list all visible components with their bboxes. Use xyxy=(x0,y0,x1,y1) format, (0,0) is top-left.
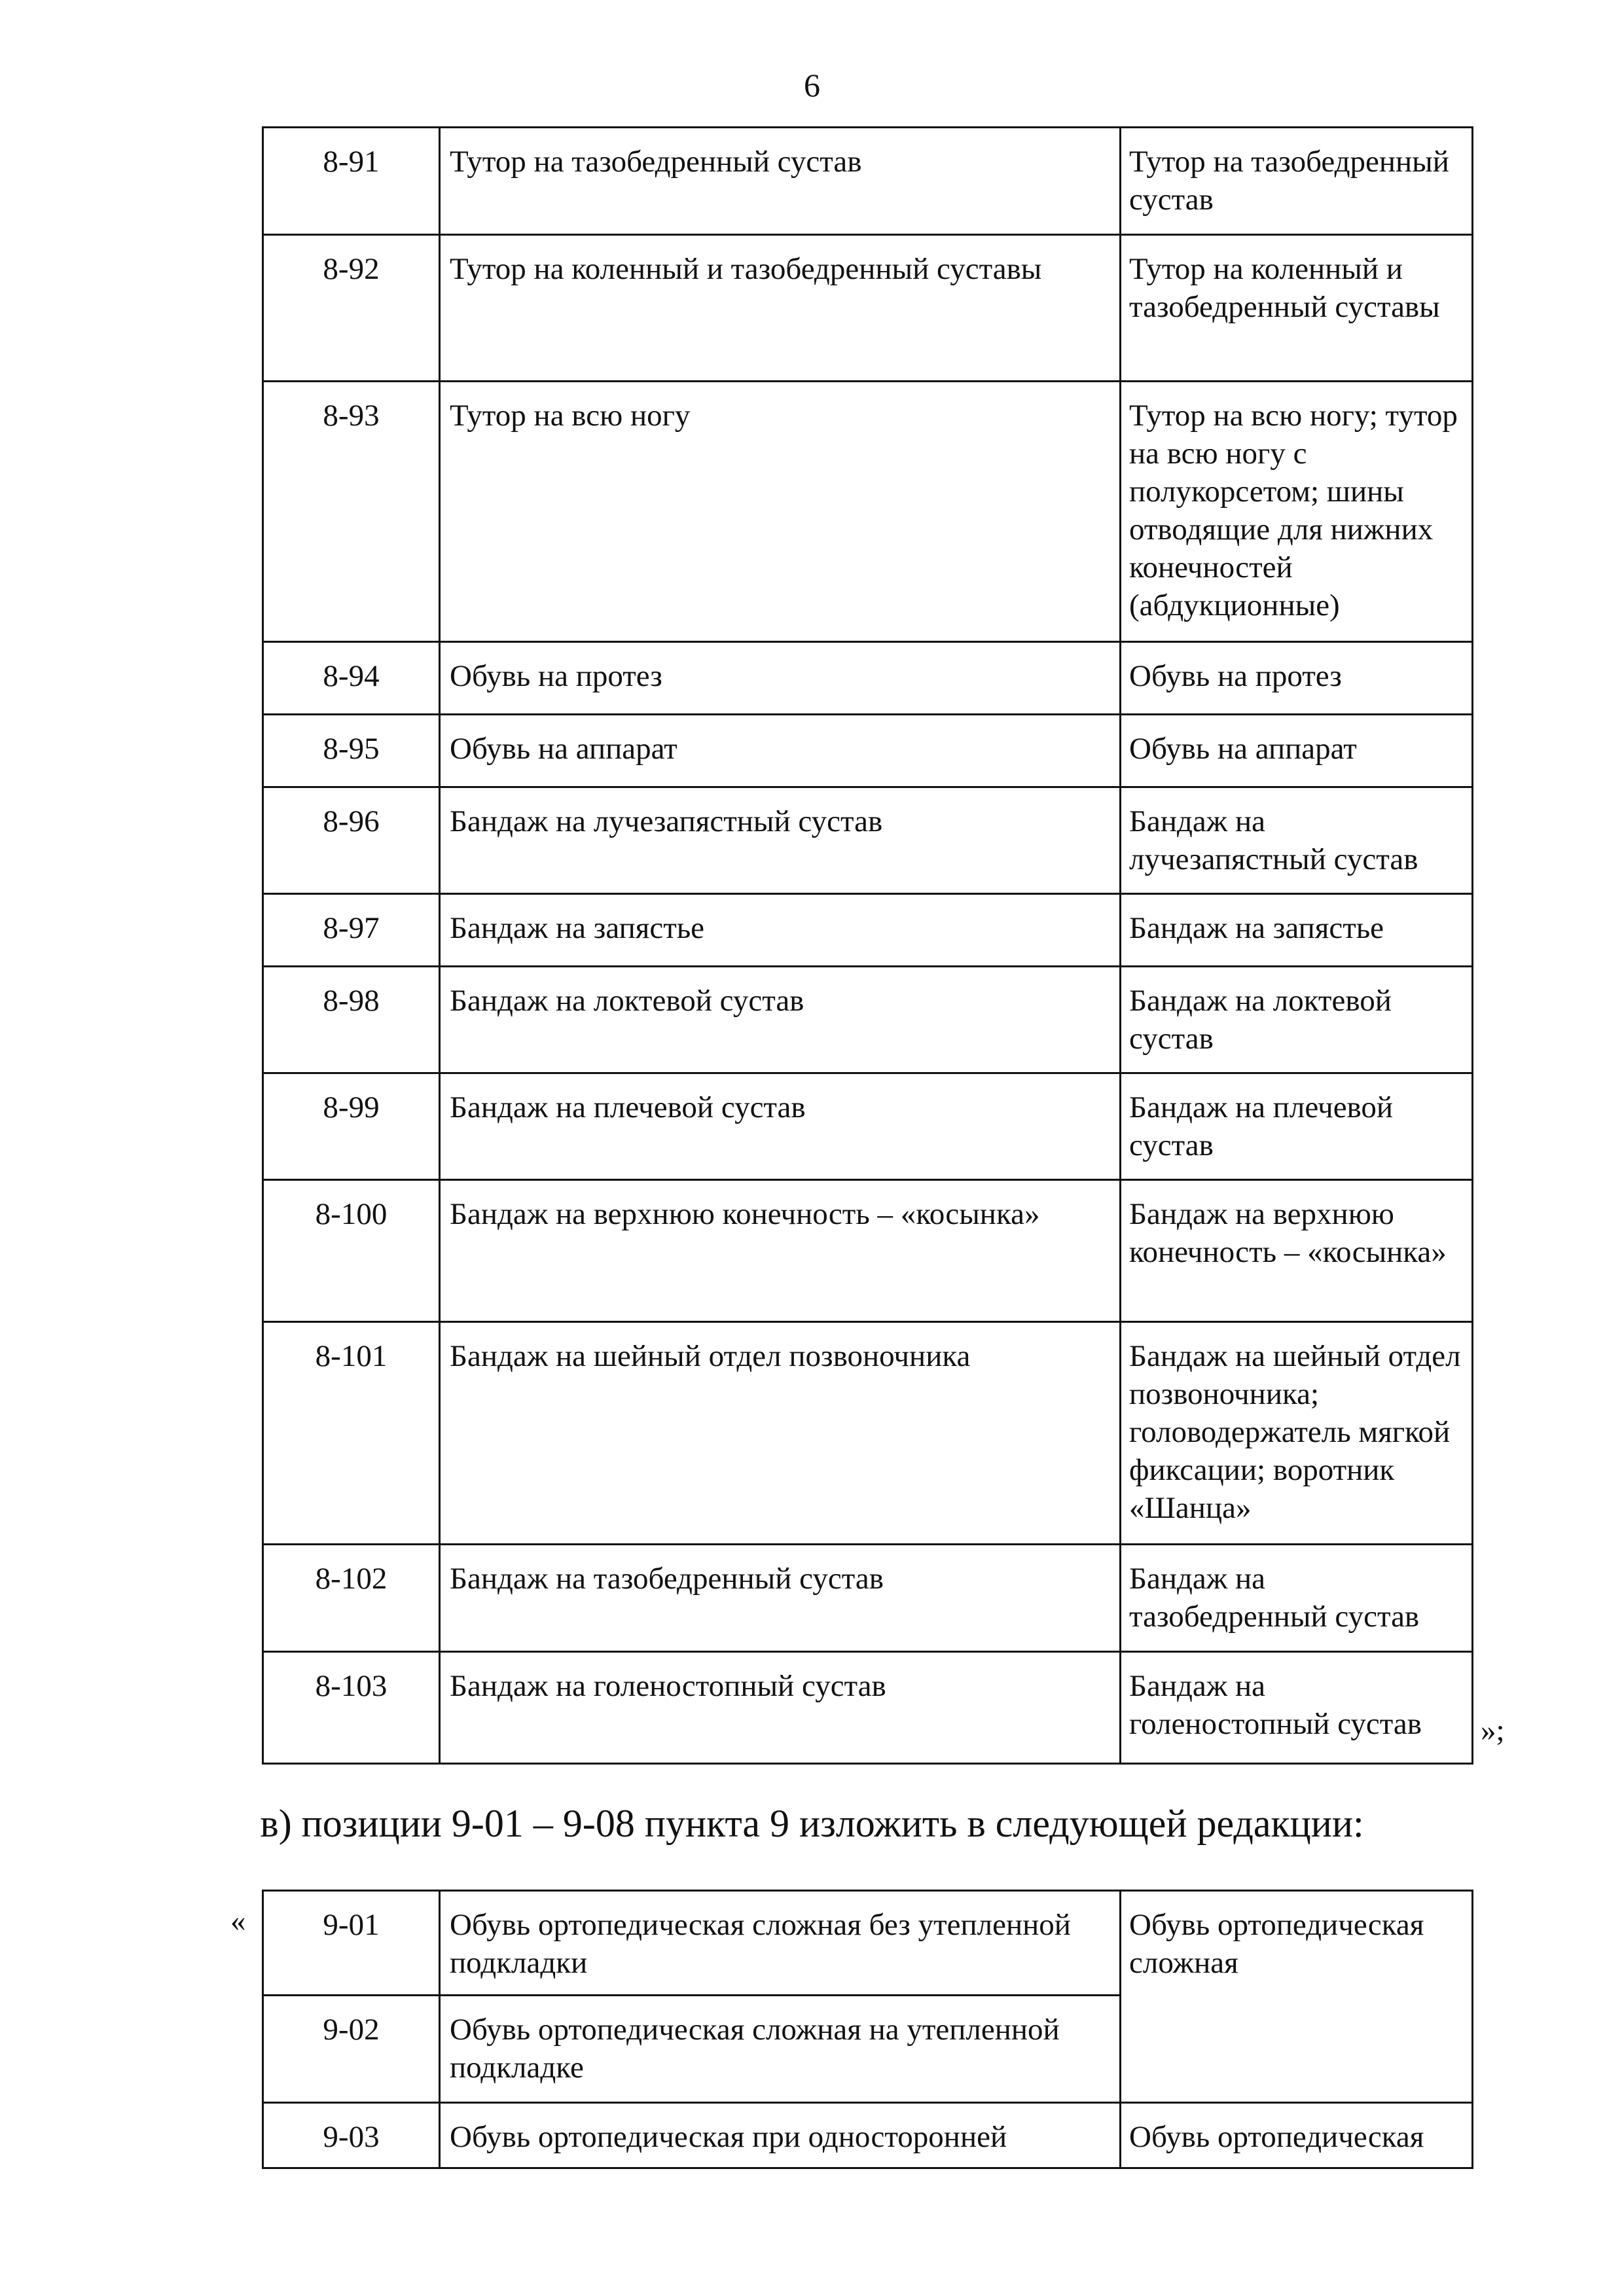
row-code: 8-91 xyxy=(263,128,440,235)
row-code: 8-95 xyxy=(263,715,440,787)
table-row xyxy=(263,2103,1473,2168)
row-code: 9-01 xyxy=(263,1891,440,1996)
table-row xyxy=(263,235,1473,382)
row-code: 8-101 xyxy=(263,1322,440,1545)
row-group: Обувь на аппарат xyxy=(1121,715,1473,787)
row-group: Обувь на протез xyxy=(1121,642,1473,715)
table-row xyxy=(263,1652,1473,1764)
row-name: Обувь ортопедическая сложная на утепленной подкладке xyxy=(440,1996,1121,2103)
row-name: Обувь ортопедическая сложная без утепленной подкладки xyxy=(440,1891,1121,1996)
row-code: 8-103 xyxy=(263,1652,440,1764)
row-name: Обувь на протез xyxy=(440,642,1121,715)
page-number: 6 xyxy=(804,67,820,103)
row-name: Тутор на всю ногу xyxy=(440,382,1121,642)
table-row xyxy=(263,128,1473,235)
row-code: 8-99 xyxy=(263,1073,440,1180)
row-code: 8-102 xyxy=(263,1545,440,1652)
row-name: Бандаж на локтевой сустав xyxy=(440,967,1121,1073)
row-group: Бандаж на локтевой сустав xyxy=(1121,967,1473,1073)
row-group: Бандаж на лучезапястный сустав xyxy=(1121,787,1473,894)
row-code: 8-97 xyxy=(263,894,440,967)
row-group: Бандаж на запястье xyxy=(1121,894,1473,967)
table-row xyxy=(263,715,1473,787)
row-group: Обувь ортопедическая xyxy=(1121,2103,1473,2168)
table-row xyxy=(263,1322,1473,1545)
row-code: 8-93 xyxy=(263,382,440,642)
row-group: Тутор на всю ногу; тутор на всю ногу с полукорсетом; шины отводящие для нижних конечностей (абдукционные) xyxy=(1121,382,1473,642)
row-group: Бандаж на шейный отдел позвоночника; головодержатель мягкой фиксации; воротник «Шанца» xyxy=(1121,1322,1473,1545)
row-group: Бандаж на плечевой сустав xyxy=(1121,1073,1473,1180)
row-group: Тутор на тазобедренный сустав xyxy=(1121,128,1473,235)
row-code: 8-94 xyxy=(263,642,440,715)
table-row xyxy=(263,382,1473,642)
row-code: 8-92 xyxy=(263,235,440,382)
row-name: Бандаж на запястье xyxy=(440,894,1121,967)
table-row xyxy=(263,894,1473,967)
products-table-section-9 xyxy=(262,1890,1473,2169)
opening-quote-mark: « xyxy=(230,1904,246,1938)
row-name: Бандаж на верхнюю конечность – «косынка» xyxy=(440,1180,1121,1322)
row-code: 9-03 xyxy=(263,2103,440,2168)
row-name: Тутор на тазобедренный сустав xyxy=(440,128,1121,235)
row-name: Тутор на коленный и тазобедренный суставы xyxy=(440,235,1121,382)
table-row xyxy=(263,1891,1473,1996)
closing-quote-mark: »; xyxy=(1481,1713,1505,1748)
row-name: Бандаж на голеностопный сустав xyxy=(440,1652,1121,1764)
table-row xyxy=(263,1073,1473,1180)
row-code: 8-96 xyxy=(263,787,440,894)
row-code: 8-98 xyxy=(263,967,440,1073)
table-row xyxy=(263,787,1473,894)
row-name: Бандаж на тазобедренный сустав xyxy=(440,1545,1121,1652)
row-code: 8-100 xyxy=(263,1180,440,1322)
amendment-heading: в) позиции 9-01 – 9-08 пункта 9 изложить в следующей редакции: xyxy=(260,1802,1364,1845)
table-row xyxy=(263,642,1473,715)
row-name: Бандаж на шейный отдел позвоночника xyxy=(440,1322,1121,1545)
row-name: Обувь ортопедическая при односторонней xyxy=(440,2103,1121,2168)
table-row xyxy=(263,1180,1473,1322)
row-group: Бандаж на голеностопный сустав xyxy=(1121,1652,1473,1764)
products-table-section-8 xyxy=(262,126,1473,1765)
row-group: Тутор на коленный и тазобедренный суставы xyxy=(1121,235,1473,382)
row-name: Обувь на аппарат xyxy=(440,715,1121,787)
table-row xyxy=(263,967,1473,1073)
row-name: Бандаж на лучезапястный сустав xyxy=(440,787,1121,894)
row-group: Обувь ортопедическая сложная xyxy=(1121,1891,1473,2103)
row-group: Бандаж на верхнюю конечность – «косынка» xyxy=(1121,1180,1473,1322)
row-name: Бандаж на плечевой сустав xyxy=(440,1073,1121,1180)
row-code: 9-02 xyxy=(263,1996,440,2103)
row-group: Бандаж на тазобедренный сустав xyxy=(1121,1545,1473,1652)
table-row xyxy=(263,1545,1473,1652)
